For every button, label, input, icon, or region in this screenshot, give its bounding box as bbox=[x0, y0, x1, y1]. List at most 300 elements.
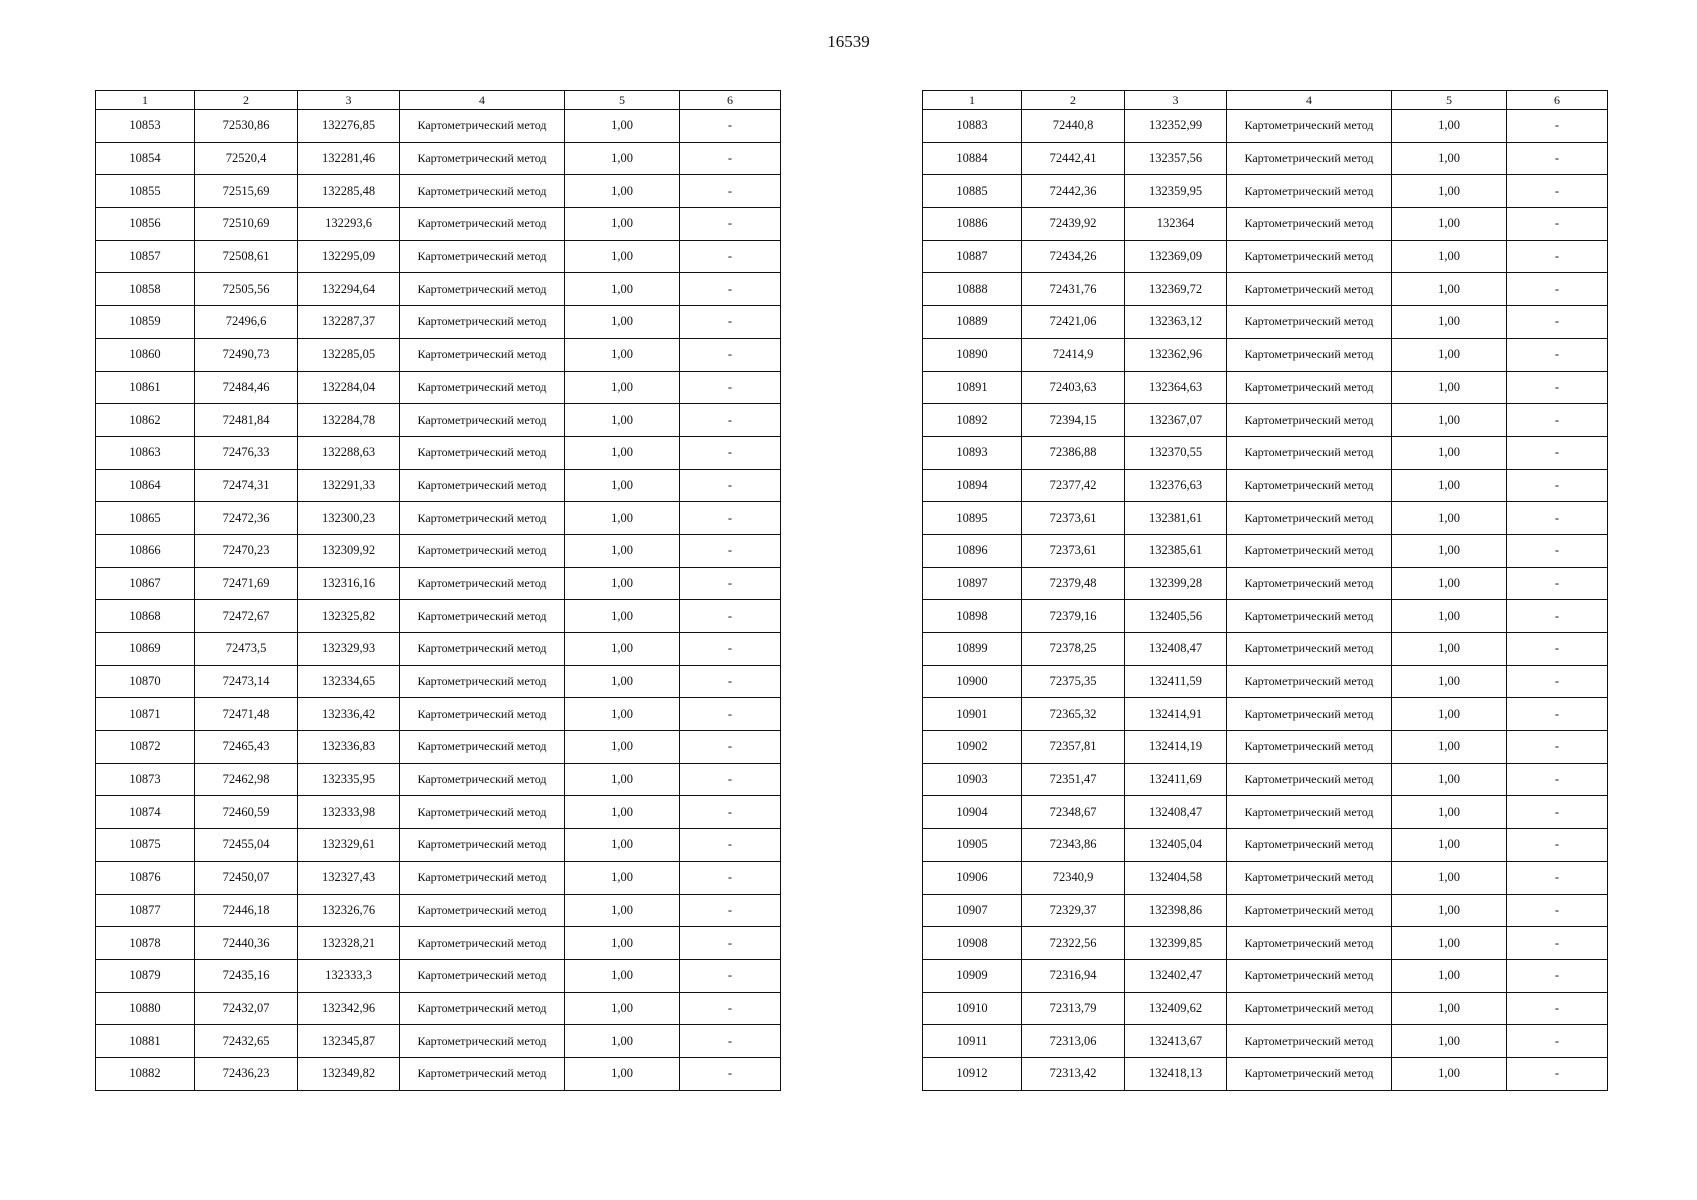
table-header-row bbox=[96, 91, 781, 110]
y-coordinate-cell: 132287,37 bbox=[298, 306, 400, 339]
point-number-cell: 10892 bbox=[923, 404, 1022, 437]
note-cell: - bbox=[680, 502, 781, 535]
method-cell: Картометрический метод bbox=[400, 763, 565, 796]
y-coordinate-cell: 132370,55 bbox=[1125, 436, 1227, 469]
note-cell: - bbox=[680, 469, 781, 502]
method-cell: Картометрический метод bbox=[400, 1025, 565, 1058]
table-row bbox=[923, 731, 1608, 764]
table-row bbox=[923, 208, 1608, 241]
point-number-cell: 10866 bbox=[96, 534, 195, 567]
accuracy-cell: 1,00 bbox=[1392, 600, 1507, 633]
x-coordinate-cell: 72446,18 bbox=[195, 894, 298, 927]
table-row bbox=[923, 1025, 1608, 1058]
y-coordinate-cell: 132359,95 bbox=[1125, 175, 1227, 208]
note-cell: - bbox=[1507, 665, 1608, 698]
accuracy-cell: 1,00 bbox=[1392, 534, 1507, 567]
x-coordinate-cell: 72379,48 bbox=[1022, 567, 1125, 600]
column-header-2: 2 bbox=[195, 91, 298, 110]
x-coordinate-cell: 72379,16 bbox=[1022, 600, 1125, 633]
accuracy-cell: 1,00 bbox=[565, 273, 680, 306]
x-coordinate-cell: 72440,8 bbox=[1022, 110, 1125, 143]
point-number-cell: 10853 bbox=[96, 110, 195, 143]
method-cell: Картометрический метод bbox=[1227, 731, 1392, 764]
method-cell: Картометрический метод bbox=[1227, 763, 1392, 796]
point-number-cell: 10902 bbox=[923, 731, 1022, 764]
x-coordinate-cell: 72357,81 bbox=[1022, 731, 1125, 764]
point-number-cell: 10899 bbox=[923, 633, 1022, 666]
accuracy-cell: 1,00 bbox=[1392, 796, 1507, 829]
table-row bbox=[96, 142, 781, 175]
accuracy-cell: 1,00 bbox=[1392, 731, 1507, 764]
accuracy-cell: 1,00 bbox=[1392, 894, 1507, 927]
method-cell: Картометрический метод bbox=[400, 142, 565, 175]
accuracy-cell: 1,00 bbox=[565, 1057, 680, 1090]
x-coordinate-cell: 72455,04 bbox=[195, 829, 298, 862]
point-number-cell: 10882 bbox=[96, 1057, 195, 1090]
table-row bbox=[923, 763, 1608, 796]
point-number-cell: 10880 bbox=[96, 992, 195, 1025]
method-cell: Картометрический метод bbox=[400, 469, 565, 502]
y-coordinate-cell: 132413,67 bbox=[1125, 1025, 1227, 1058]
note-cell: - bbox=[1507, 110, 1608, 143]
point-number-cell: 10871 bbox=[96, 698, 195, 731]
method-cell: Картометрический метод bbox=[400, 829, 565, 862]
point-number-cell: 10912 bbox=[923, 1057, 1022, 1090]
method-cell: Картометрический метод bbox=[400, 175, 565, 208]
note-cell: - bbox=[1507, 763, 1608, 796]
x-coordinate-cell: 72378,25 bbox=[1022, 633, 1125, 666]
table-row bbox=[923, 861, 1608, 894]
x-coordinate-cell: 72414,9 bbox=[1022, 338, 1125, 371]
x-coordinate-cell: 72351,47 bbox=[1022, 763, 1125, 796]
x-coordinate-cell: 72530,86 bbox=[195, 110, 298, 143]
note-cell: - bbox=[680, 338, 781, 371]
column-header-3: 3 bbox=[1125, 91, 1227, 110]
method-cell: Картометрический метод bbox=[400, 436, 565, 469]
y-coordinate-cell: 132329,61 bbox=[298, 829, 400, 862]
accuracy-cell: 1,00 bbox=[1392, 567, 1507, 600]
accuracy-cell: 1,00 bbox=[565, 600, 680, 633]
x-coordinate-cell: 72313,79 bbox=[1022, 992, 1125, 1025]
accuracy-cell: 1,00 bbox=[1392, 110, 1507, 143]
point-number-cell: 10879 bbox=[96, 959, 195, 992]
table-row bbox=[96, 927, 781, 960]
note-cell: - bbox=[1507, 240, 1608, 273]
accuracy-cell: 1,00 bbox=[1392, 175, 1507, 208]
note-cell: - bbox=[1507, 633, 1608, 666]
method-cell: Картометрический метод bbox=[1227, 796, 1392, 829]
point-number-cell: 10910 bbox=[923, 992, 1022, 1025]
y-coordinate-cell: 132345,87 bbox=[298, 1025, 400, 1058]
x-coordinate-cell: 72435,16 bbox=[195, 959, 298, 992]
x-coordinate-cell: 72343,86 bbox=[1022, 829, 1125, 862]
y-coordinate-cell: 132357,56 bbox=[1125, 142, 1227, 175]
note-cell: - bbox=[680, 992, 781, 1025]
table-row bbox=[923, 306, 1608, 339]
note-cell: - bbox=[1507, 992, 1608, 1025]
accuracy-cell: 1,00 bbox=[565, 371, 680, 404]
point-number-cell: 10884 bbox=[923, 142, 1022, 175]
point-number-cell: 10854 bbox=[96, 142, 195, 175]
point-number-cell: 10875 bbox=[96, 829, 195, 862]
note-cell: - bbox=[1507, 1025, 1608, 1058]
table-row bbox=[96, 1025, 781, 1058]
method-cell: Картометрический метод bbox=[1227, 371, 1392, 404]
y-coordinate-cell: 132414,19 bbox=[1125, 731, 1227, 764]
point-number-cell: 10867 bbox=[96, 567, 195, 600]
table-row bbox=[96, 1057, 781, 1090]
x-coordinate-cell: 72313,06 bbox=[1022, 1025, 1125, 1058]
note-cell: - bbox=[1507, 175, 1608, 208]
method-cell: Картометрический метод bbox=[400, 338, 565, 371]
method-cell: Картометрический метод bbox=[400, 306, 565, 339]
x-coordinate-cell: 72473,14 bbox=[195, 665, 298, 698]
note-cell: - bbox=[680, 665, 781, 698]
y-coordinate-cell: 132342,96 bbox=[298, 992, 400, 1025]
y-coordinate-cell: 132309,92 bbox=[298, 534, 400, 567]
point-number-cell: 10863 bbox=[96, 436, 195, 469]
x-coordinate-cell: 72377,42 bbox=[1022, 469, 1125, 502]
table-row bbox=[923, 1057, 1608, 1090]
note-cell: - bbox=[680, 208, 781, 241]
x-coordinate-cell: 72520,4 bbox=[195, 142, 298, 175]
method-cell: Картометрический метод bbox=[1227, 469, 1392, 502]
x-coordinate-cell: 72473,5 bbox=[195, 633, 298, 666]
method-cell: Картометрический метод bbox=[400, 992, 565, 1025]
accuracy-cell: 1,00 bbox=[1392, 1057, 1507, 1090]
note-cell: - bbox=[680, 306, 781, 339]
y-coordinate-cell: 132329,93 bbox=[298, 633, 400, 666]
method-cell: Картометрический метод bbox=[400, 273, 565, 306]
y-coordinate-cell: 132369,72 bbox=[1125, 273, 1227, 306]
accuracy-cell: 1,00 bbox=[1392, 861, 1507, 894]
accuracy-cell: 1,00 bbox=[565, 959, 680, 992]
table-row bbox=[923, 175, 1608, 208]
column-header-1: 1 bbox=[923, 91, 1022, 110]
method-cell: Картометрический метод bbox=[1227, 959, 1392, 992]
accuracy-cell: 1,00 bbox=[1392, 698, 1507, 731]
y-coordinate-cell: 132369,09 bbox=[1125, 240, 1227, 273]
method-cell: Картометрический метод bbox=[400, 796, 565, 829]
accuracy-cell: 1,00 bbox=[1392, 306, 1507, 339]
note-cell: - bbox=[680, 142, 781, 175]
y-coordinate-cell: 132418,13 bbox=[1125, 1057, 1227, 1090]
x-coordinate-cell: 72373,61 bbox=[1022, 502, 1125, 535]
y-coordinate-cell: 132411,59 bbox=[1125, 665, 1227, 698]
accuracy-cell: 1,00 bbox=[1392, 927, 1507, 960]
note-cell: - bbox=[1507, 959, 1608, 992]
note-cell: - bbox=[680, 567, 781, 600]
method-cell: Картометрический метод bbox=[1227, 894, 1392, 927]
table-row bbox=[923, 927, 1608, 960]
table-row bbox=[96, 861, 781, 894]
x-coordinate-cell: 72340,9 bbox=[1022, 861, 1125, 894]
note-cell: - bbox=[1507, 1057, 1608, 1090]
method-cell: Картометрический метод bbox=[400, 894, 565, 927]
y-coordinate-cell: 132405,56 bbox=[1125, 600, 1227, 633]
point-number-cell: 10878 bbox=[96, 927, 195, 960]
table-row bbox=[923, 404, 1608, 437]
method-cell: Картометрический метод bbox=[1227, 1025, 1392, 1058]
y-coordinate-cell: 132362,96 bbox=[1125, 338, 1227, 371]
accuracy-cell: 1,00 bbox=[565, 208, 680, 241]
point-number-cell: 10858 bbox=[96, 273, 195, 306]
table-row bbox=[923, 110, 1608, 143]
method-cell: Картометрический метод bbox=[400, 731, 565, 764]
x-coordinate-cell: 72460,59 bbox=[195, 796, 298, 829]
accuracy-cell: 1,00 bbox=[565, 894, 680, 927]
y-coordinate-cell: 132334,65 bbox=[298, 665, 400, 698]
method-cell: Картометрический метод bbox=[1227, 436, 1392, 469]
note-cell: - bbox=[1507, 371, 1608, 404]
method-cell: Картометрический метод bbox=[1227, 861, 1392, 894]
note-cell: - bbox=[680, 829, 781, 862]
table-row bbox=[96, 240, 781, 273]
accuracy-cell: 1,00 bbox=[1392, 436, 1507, 469]
y-coordinate-cell: 132381,61 bbox=[1125, 502, 1227, 535]
point-number-cell: 10855 bbox=[96, 175, 195, 208]
column-header-5: 5 bbox=[1392, 91, 1507, 110]
method-cell: Картометрический метод bbox=[1227, 665, 1392, 698]
point-number-cell: 10864 bbox=[96, 469, 195, 502]
x-coordinate-cell: 72316,94 bbox=[1022, 959, 1125, 992]
table-row bbox=[96, 371, 781, 404]
accuracy-cell: 1,00 bbox=[565, 829, 680, 862]
x-coordinate-cell: 72348,67 bbox=[1022, 796, 1125, 829]
y-coordinate-cell: 132402,47 bbox=[1125, 959, 1227, 992]
y-coordinate-cell: 132293,6 bbox=[298, 208, 400, 241]
table-row bbox=[96, 796, 781, 829]
accuracy-cell: 1,00 bbox=[565, 796, 680, 829]
accuracy-cell: 1,00 bbox=[1392, 665, 1507, 698]
table-row bbox=[96, 436, 781, 469]
x-coordinate-cell: 72471,69 bbox=[195, 567, 298, 600]
table-row bbox=[96, 959, 781, 992]
note-cell: - bbox=[1507, 502, 1608, 535]
point-number-cell: 10898 bbox=[923, 600, 1022, 633]
x-coordinate-cell: 72510,69 bbox=[195, 208, 298, 241]
method-cell: Картометрический метод bbox=[1227, 633, 1392, 666]
y-coordinate-cell: 132405,04 bbox=[1125, 829, 1227, 862]
y-coordinate-cell: 132288,63 bbox=[298, 436, 400, 469]
table-row bbox=[96, 469, 781, 502]
y-coordinate-cell: 132363,12 bbox=[1125, 306, 1227, 339]
x-coordinate-cell: 72476,33 bbox=[195, 436, 298, 469]
point-number-cell: 10865 bbox=[96, 502, 195, 535]
note-cell: - bbox=[1507, 698, 1608, 731]
y-coordinate-cell: 132326,76 bbox=[298, 894, 400, 927]
point-number-cell: 10876 bbox=[96, 861, 195, 894]
method-cell: Картометрический метод bbox=[400, 665, 565, 698]
point-number-cell: 10903 bbox=[923, 763, 1022, 796]
point-number-cell: 10861 bbox=[96, 371, 195, 404]
x-coordinate-cell: 72375,35 bbox=[1022, 665, 1125, 698]
table-row bbox=[923, 894, 1608, 927]
point-number-cell: 10901 bbox=[923, 698, 1022, 731]
y-coordinate-cell: 132349,82 bbox=[298, 1057, 400, 1090]
accuracy-cell: 1,00 bbox=[565, 306, 680, 339]
point-number-cell: 10857 bbox=[96, 240, 195, 273]
method-cell: Картометрический метод bbox=[400, 698, 565, 731]
table-row bbox=[923, 665, 1608, 698]
table-row bbox=[96, 110, 781, 143]
table-row bbox=[96, 534, 781, 567]
y-coordinate-cell: 132414,91 bbox=[1125, 698, 1227, 731]
table-row bbox=[96, 894, 781, 927]
table-row bbox=[96, 633, 781, 666]
note-cell: - bbox=[680, 110, 781, 143]
column-header-2: 2 bbox=[1022, 91, 1125, 110]
table-row bbox=[96, 992, 781, 1025]
y-coordinate-cell: 132408,47 bbox=[1125, 633, 1227, 666]
x-coordinate-cell: 72490,73 bbox=[195, 338, 298, 371]
x-coordinate-cell: 72439,92 bbox=[1022, 208, 1125, 241]
y-coordinate-cell: 132409,62 bbox=[1125, 992, 1227, 1025]
note-cell: - bbox=[1507, 927, 1608, 960]
column-header-1: 1 bbox=[96, 91, 195, 110]
x-coordinate-cell: 72386,88 bbox=[1022, 436, 1125, 469]
method-cell: Картометрический метод bbox=[1227, 338, 1392, 371]
point-number-cell: 10908 bbox=[923, 927, 1022, 960]
table-row bbox=[923, 829, 1608, 862]
accuracy-cell: 1,00 bbox=[1392, 208, 1507, 241]
method-cell: Картометрический метод bbox=[400, 567, 565, 600]
y-coordinate-cell: 132408,47 bbox=[1125, 796, 1227, 829]
note-cell: - bbox=[1507, 861, 1608, 894]
accuracy-cell: 1,00 bbox=[565, 142, 680, 175]
x-coordinate-cell: 72432,65 bbox=[195, 1025, 298, 1058]
method-cell: Картометрический метод bbox=[1227, 600, 1392, 633]
point-number-cell: 10870 bbox=[96, 665, 195, 698]
accuracy-cell: 1,00 bbox=[565, 992, 680, 1025]
note-cell: - bbox=[680, 731, 781, 764]
method-cell: Картометрический метод bbox=[1227, 175, 1392, 208]
accuracy-cell: 1,00 bbox=[1392, 1025, 1507, 1058]
method-cell: Картометрический метод bbox=[1227, 142, 1392, 175]
note-cell: - bbox=[680, 534, 781, 567]
y-coordinate-cell: 132284,78 bbox=[298, 404, 400, 437]
table-row bbox=[96, 829, 781, 862]
note-cell: - bbox=[1507, 796, 1608, 829]
accuracy-cell: 1,00 bbox=[565, 1025, 680, 1058]
table-row bbox=[923, 371, 1608, 404]
note-cell: - bbox=[680, 763, 781, 796]
y-coordinate-cell: 132325,82 bbox=[298, 600, 400, 633]
method-cell: Картометрический метод bbox=[1227, 306, 1392, 339]
y-coordinate-cell: 132285,05 bbox=[298, 338, 400, 371]
coordinates-table-right bbox=[922, 90, 1608, 1091]
point-number-cell: 10895 bbox=[923, 502, 1022, 535]
table-body bbox=[96, 110, 781, 1091]
note-cell: - bbox=[1507, 534, 1608, 567]
point-number-cell: 10909 bbox=[923, 959, 1022, 992]
point-number-cell: 10886 bbox=[923, 208, 1022, 241]
y-coordinate-cell: 132398,86 bbox=[1125, 894, 1227, 927]
x-coordinate-cell: 72474,31 bbox=[195, 469, 298, 502]
y-coordinate-cell: 132295,09 bbox=[298, 240, 400, 273]
point-number-cell: 10891 bbox=[923, 371, 1022, 404]
accuracy-cell: 1,00 bbox=[565, 731, 680, 764]
point-number-cell: 10887 bbox=[923, 240, 1022, 273]
accuracy-cell: 1,00 bbox=[1392, 142, 1507, 175]
point-number-cell: 10900 bbox=[923, 665, 1022, 698]
accuracy-cell: 1,00 bbox=[565, 927, 680, 960]
x-coordinate-cell: 72421,06 bbox=[1022, 306, 1125, 339]
accuracy-cell: 1,00 bbox=[565, 567, 680, 600]
point-number-cell: 10872 bbox=[96, 731, 195, 764]
y-coordinate-cell: 132411,69 bbox=[1125, 763, 1227, 796]
method-cell: Картометрический метод bbox=[1227, 208, 1392, 241]
note-cell: - bbox=[680, 175, 781, 208]
accuracy-cell: 1,00 bbox=[565, 502, 680, 535]
point-number-cell: 10868 bbox=[96, 600, 195, 633]
method-cell: Картометрический метод bbox=[400, 208, 565, 241]
table-row bbox=[96, 731, 781, 764]
coordinates-table-left bbox=[95, 90, 781, 1091]
y-coordinate-cell: 132336,83 bbox=[298, 731, 400, 764]
point-number-cell: 10907 bbox=[923, 894, 1022, 927]
x-coordinate-cell: 72462,98 bbox=[195, 763, 298, 796]
method-cell: Картометрический метод bbox=[400, 110, 565, 143]
note-cell: - bbox=[680, 273, 781, 306]
y-coordinate-cell: 132399,85 bbox=[1125, 927, 1227, 960]
note-cell: - bbox=[680, 1057, 781, 1090]
page-number: 16539 bbox=[827, 32, 870, 51]
accuracy-cell: 1,00 bbox=[565, 763, 680, 796]
method-cell: Картометрический метод bbox=[400, 861, 565, 894]
table-row bbox=[96, 208, 781, 241]
method-cell: Картометрический метод bbox=[400, 534, 565, 567]
method-cell: Картометрический метод bbox=[1227, 110, 1392, 143]
point-number-cell: 10869 bbox=[96, 633, 195, 666]
y-coordinate-cell: 132291,33 bbox=[298, 469, 400, 502]
x-coordinate-cell: 72471,48 bbox=[195, 698, 298, 731]
table-header-row bbox=[923, 91, 1608, 110]
table-row bbox=[923, 338, 1608, 371]
accuracy-cell: 1,00 bbox=[565, 469, 680, 502]
note-cell: - bbox=[680, 404, 781, 437]
x-coordinate-cell: 72403,63 bbox=[1022, 371, 1125, 404]
accuracy-cell: 1,00 bbox=[565, 698, 680, 731]
column-header-5: 5 bbox=[565, 91, 680, 110]
method-cell: Картометрический метод bbox=[400, 1057, 565, 1090]
accuracy-cell: 1,00 bbox=[1392, 763, 1507, 796]
point-number-cell: 10881 bbox=[96, 1025, 195, 1058]
y-coordinate-cell: 132294,64 bbox=[298, 273, 400, 306]
point-number-cell: 10896 bbox=[923, 534, 1022, 567]
note-cell: - bbox=[680, 240, 781, 273]
x-coordinate-cell: 72472,67 bbox=[195, 600, 298, 633]
note-cell: - bbox=[1507, 404, 1608, 437]
x-coordinate-cell: 72470,23 bbox=[195, 534, 298, 567]
x-coordinate-cell: 72508,61 bbox=[195, 240, 298, 273]
note-cell: - bbox=[1507, 338, 1608, 371]
x-coordinate-cell: 72440,36 bbox=[195, 927, 298, 960]
column-header-6: 6 bbox=[680, 91, 781, 110]
table-row bbox=[923, 959, 1608, 992]
note-cell: - bbox=[1507, 469, 1608, 502]
accuracy-cell: 1,00 bbox=[1392, 240, 1507, 273]
table-row bbox=[96, 567, 781, 600]
point-number-cell: 10859 bbox=[96, 306, 195, 339]
method-cell: Картометрический метод bbox=[1227, 567, 1392, 600]
table-row bbox=[96, 502, 781, 535]
y-coordinate-cell: 132336,42 bbox=[298, 698, 400, 731]
x-coordinate-cell: 72436,23 bbox=[195, 1057, 298, 1090]
method-cell: Картометрический метод bbox=[400, 502, 565, 535]
table-row bbox=[923, 796, 1608, 829]
note-cell: - bbox=[1507, 731, 1608, 764]
